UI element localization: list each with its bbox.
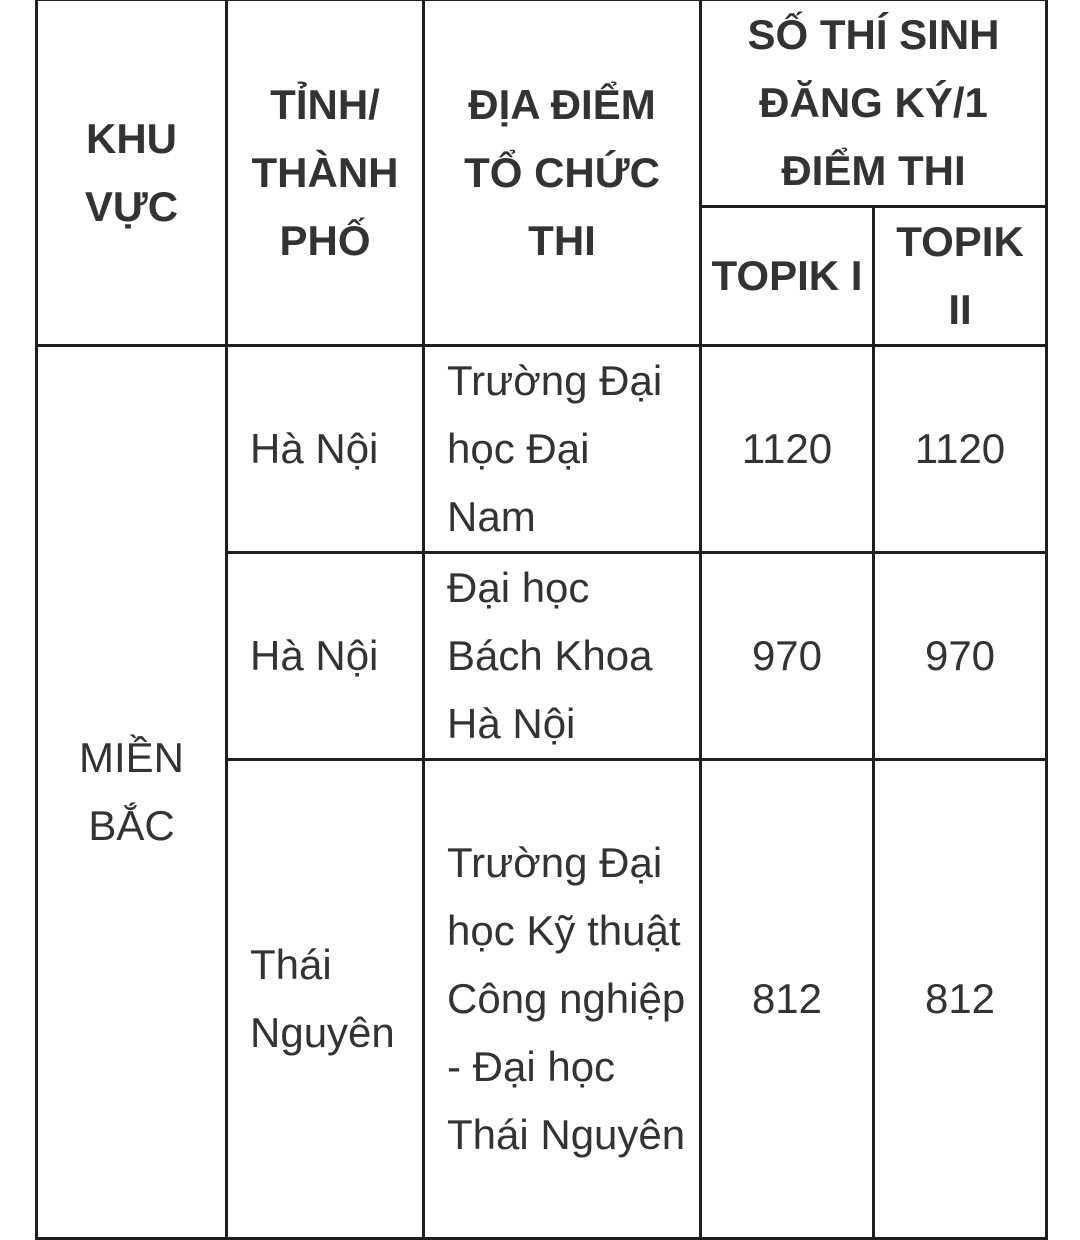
venue-value: Trường Đại học Kỹ thuật Công nghiệp - Đại học Thái Nguyên [447, 839, 686, 1158]
topik2-value: 970 [924, 632, 996, 679]
venue-value: Đại học Bách Khoa Hà Nội [447, 564, 653, 747]
venue-cell [424, 760, 701, 1239]
topik2-cell [874, 346, 1047, 553]
venue-cell [424, 553, 701, 760]
topik1-value: 1120 [741, 425, 833, 472]
table-header [37, 0, 1047, 346]
topik2-value: 812 [924, 975, 996, 1022]
header-topik1 [701, 207, 874, 346]
header-venue [424, 0, 701, 346]
table-row [37, 346, 1047, 553]
table-body [37, 346, 1047, 1239]
header-topik2 [874, 207, 1047, 346]
province-value: Thái Nguyên [250, 941, 395, 1056]
header-province-label: TỈNH/ THÀNH PHỐ [251, 80, 399, 264]
topik2-cell [874, 553, 1047, 760]
header-province [227, 0, 424, 346]
topik2-cell [874, 760, 1047, 1239]
header-topik1-label: TOPIK I [711, 252, 863, 299]
province-cell [227, 346, 424, 553]
venue-cell [424, 346, 701, 553]
header-topik2-label: TOPIK II [896, 218, 1024, 333]
province-cell [227, 553, 424, 760]
topik1-value: 970 [751, 632, 823, 679]
region-cell [37, 346, 227, 1239]
topik1-cell [701, 346, 874, 553]
province-cell [227, 760, 424, 1239]
topik1-cell [701, 553, 874, 760]
header-row-1 [37, 0, 1047, 207]
venue-value: Trường Đại học Đại Nam [447, 357, 663, 540]
province-value: Hà Nội [250, 632, 379, 679]
header-candidates-group [701, 0, 1047, 207]
exam-venue-table [35, 0, 1048, 1240]
header-region-label: KHU VỰC [84, 114, 179, 230]
header-venue-label: ĐỊA ĐIỂM TỔ CHỨC THI [464, 80, 660, 264]
topik1-value: 812 [751, 975, 823, 1022]
topik1-cell [701, 760, 874, 1239]
header-region [37, 0, 227, 346]
topik2-value: 1120 [914, 425, 1006, 472]
region-value: MIỀN BẮC [79, 734, 184, 849]
exam-venue-table-container [35, 0, 1045, 1240]
header-candidates-group-label: SỐ THÍ SINH ĐĂNG KÝ/1 ĐIỂM THI [747, 11, 1000, 194]
province-value: Hà Nội [250, 425, 379, 472]
